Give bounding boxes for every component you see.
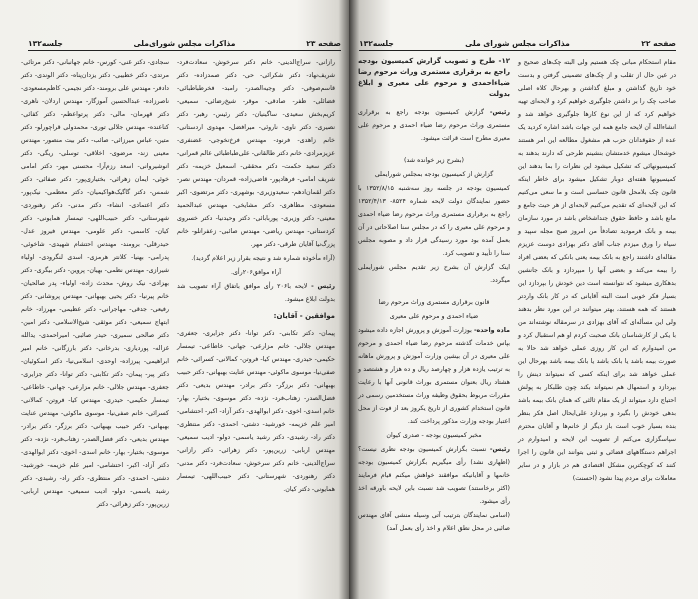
rapporteur: مخبر کمیسیون بودجه - صدری کیوان: [386, 432, 482, 439]
right-running-head: [359, 34, 676, 51]
left-column-left: [21, 56, 169, 512]
single-article: [358, 324, 510, 428]
report-title: گزارش از کمیسیون بودجه بمجلس شورایملی: [374, 171, 494, 178]
approvers-names-list: پیمان- دکتر تکابنی- دکتر توانا- دکتر جزایری- جعفری- مهندس جلالی- خانم مزارعی- جهانی- خاطاعی- تیمسار حکیمی- حیدری- مهندس کیا- فروتن- کمالانی- کسرائی- خانم صفی‌نیا- موسوی ماکوئی- مهندس عنایت بهبهانی- دکتر حبیب بهبهانی- دکتر برزگر- دکتر برادر- مهندس بدیعی- دکتر فضل‌الصدر- زهتاب‌فرد- نژده- دکتر موسوی- بختیار- بهار- خانم اسدی- اخوی- دکتر ابوالهدی- دکتر آزاد- اکبر- احتشامی- امیر علم خزیمه- خورشید- دشتی- احمدی- دکتر منتظری- دکتر راد- رشیدی- دکتر رشید یاسمی- دولو- ادیب سمیعی- مهندس اربابی- زرین‌پور- دکتر زهرائی- دکتر رازانی- سراج‌الدینی- خانم دکتر سرخوش- سعادت‌فرد- دکتر مدنی- دکتر رهنوردی- شهرستانی- دکتر حبیب‌اللهی- تیمسار همایونی- دکتر کیان.: [177, 330, 335, 493]
left-session-number: جلسه۱۳۲: [28, 39, 63, 48]
voter-names-continued: سجادی- دکتر غنی- کورس- خانم جهانبانی- دکتر مرتائی- مرتدی- دکتر خطیبی- دکتر یزدان‌پناه- دکتر الوندی- دکتر دادفر- مهندس علی برومند- دکتر نجیمی- کاظم‌مسعودی- ناصرزاده- عبدالحسین آموزگار- مهندس اردلان- ناهری- دکتر قهرمان- مالی- دکتر پرتواعظم- دکتر کفائی- کناعنده- مهندس جلالی توری- محمدولی قراچورلو- دکتر متین- عباس میرزائی- صائب- دکتر بیت منصور- مهندس معینی زند- مرضوی- اخلاقی- توسلی- ریگی- دکتر انوشیروانی- اسعد رزم‌آرا- محسنی مهر- دکتر امامی خوئی- ایمان زهرائی- بختیاری‌پور- دکتر صفائی- دکتر شمس- دکتر گاگیک‌هواکیمیان- دکتر معظمی- نیک‌پور- دکتر اعتمادی- انشاء- دکتر مدنی- دکتر رهنوردی- شهرستانی- دکتر حبیب‌اللهی- تیمسار همایونی- دکتر کیان- کاسمی- دکتر علومی- مهندس فیروز عدل- حیدرقلی- برومند- مهندس احتشام شهیدی- شاخوئی- پدرامی- بهنیا- کلانتر هرمزی- اسدی لنگرودی- اولیاء شیرازی- مهندس نظمی- بهیان- پروین- دکتر بیگری- دکتر بهزادی- نیک روش- محدث زاده- اولیاء- پدر صالحیان- خانم پیرنیا- دکتر یحیی بهبهانی- مهندس پروشانی- دکتر رفیعی- جدقی- مهاجرانی- دکتر عظیمی- مهرزاد- خانم ابتهاج سمیعی- دکتر موثقی- شیخ‌الاسلامی- دکتر امین- دکتر صالحی سمیری- حیدر صائبی- امیراحمدی- یدالله غزاله- پوردیاری- بدرخانی- دکتر بارزگانی- خانم امیر ابراهیمی- پیرزاده- اوحدی- اسلامی‌نیا- دکتر اسکوئیان- دکتر پیر- پیمان- دکتر تکابنی- دکتر توانا- دکتر جزایری- جعفری- مهندس جلالی- خانم مزارعی- جهانی- خاطاعی- تیمسار حکیمی- حیدری- مهندس کیا- فروتن- کمالانی- کسرائی- خانم صفی‌نیا- موسوی ماکوئی- مهندس عنایت بهبهانی- دکتر حبیب بهبهانی- دکتر برزگر- دکتر برادر- مهندس بدیعی- دکتر فضل‌الصدر- زهتاب‌فرد- نژده- دکتر موسوی- بختیار- بهار- خانم اسدی- اخوی- دکتر ابوالهدی- دکتر آزاد- اکبر- احتشامی- امیر علم خزیمه- خورشید- دشتی- احمدی- دکتر منتظری- دکتر راد- رشیدی- دکتر رشید یاسمی- دولو- ادیب سمیعی- مهندس اربابی- زرین‌پور- دکتر زهرائی- دکتر: [21, 59, 169, 508]
right-journal-title: مذاکرات مجلس شورای ملی: [465, 39, 570, 48]
right-session-number: جلسه۱۳۲: [359, 39, 394, 48]
speaker-text: گزارش کمیسیون بودجه راجع به برقراری مستمری وراث مرحوم رضا ضیاء احمدی و مرحوم علی معیری مطرح است قرائت میشود.: [358, 109, 510, 142]
right-column-right: [518, 56, 676, 486]
speaker-text: لایحه با۲۰۶ رأی موافق باتفاق آراء تصویب شد بدولت ابلاغ میشود.: [177, 283, 335, 303]
left-journal-title: مذاکرات مجلس شورای‌ملی: [133, 39, 236, 48]
article-text: بوزارت آموزش و پرورش اجازه داده میشود بپاس خدمات گذشته مرحوم رضا ضیاء احمدی و مرحوم علی معیری در آن بیشین وزارت آموزش و پرورش ماهانه به ترتیب یازده هزار و چهارصد ریال و ده هزار و هشتصد و هشتاد ریال بعنوان مستمری بوراث قانونی آنها با رعایت مقررات مربوط بحقوق وظیفه وراث مستخدمین رسمی در قانون استخدام کشوری از تاریخ یکروز بعد از فوت از محل اعتبار بودجه وزارت مذکور پرداخت کند.: [358, 327, 510, 425]
chair-statement: [358, 106, 510, 145]
speaker-label: رئیس-: [489, 109, 510, 116]
right-column-left: [358, 56, 510, 536]
roll-call-note: (اسامی نمایندگان بترتیب آتی وسیله منشی آقای مهندس صائبی در محل نطق اعلام و اخذ رأی بعمل آمد): [358, 512, 510, 532]
approvers-heading: موافقین - آقایان:: [273, 312, 335, 320]
votes-count: آراء موافق۲۰۶رأی.: [230, 269, 282, 276]
report-body: کمیسیون بودجه در جلسه روز سه‌شنبه ۱۳۵۲/۸/۱۵ با حضور نمایندگان دولت لایحه شماره ۸۵۲۴- ۱۳۵۲/۴/۱۳ راجع به برقراری مستمری وراث مرحوم رضا ضیاء احمدی و مرحوم علی معیری را که در مجلس سنا اصلاحاتی در آن بعمل آمده بود مورد رسیدگی قرار داد و مصوبه مجلس سنا را تأیید و تصویب کرد.: [358, 185, 511, 257]
read-note: (بشرح زیر خوانده شد): [404, 157, 464, 164]
law-title-line-2: ضیاء احمدی و مرحوم علی معیری: [389, 313, 479, 320]
left-page-number: صفحه ۲۳: [306, 39, 341, 48]
chair-statement: [177, 280, 335, 306]
right-page-number: صفحه ۲۲: [641, 39, 676, 48]
speaker-label: رئیس-: [489, 446, 510, 453]
right-page: [349, 0, 698, 599]
speaker-text: نسبت بگزارش کمیسیون بودجه نظری نیست؟ (اظهاری نشد) رأی میگیریم بگزارش کمیسیون بودجه خانمها و آقایانیکه موافقند خواهش میکنم قیام فرمایند (اکثر برخاستند) تصویب شد نسبت باین لایحه باورقه اخذ رأی میشود.: [358, 446, 510, 505]
law-title-line-1: قانون برقراری مستمری وراث مرحوم رضا: [378, 299, 490, 306]
left-running-head: [28, 34, 341, 51]
article-label: ماده واحده-: [473, 327, 510, 334]
agenda-item-heading: ۱۲- طرح و تصویب گزارش کمیسیون بودجه راجع به برقراری مستمری وراث مرحوم رضا ضیاءاحمدی و مرحوم علی معیری و ابلاغ بدولت: [358, 57, 510, 98]
speaker-label: رئیس -: [311, 283, 335, 290]
voter-names-list: رازانی- سراج‌الدینی- خانم دکتر سرخوش- سعادت‌فرد- شریف‌نهاد- دکتر شکرائی- حی- دکتر صمدزاده- دکتر قاسم‌صوفی- دکتر وجیه‌الصدر- رامبد- فخرطباطبائی- فضائلی- ظفر- صادقی- موقر- شیخ‌رضائی- سمیعی- کریم‌بخش سعیدی- ساگینیان- دکتر رئیس- رهبر- دکتر نصیری- دکتر ناوی- ناروئی- میرافضل- مهدوی اردستانی- خانم زاهدی- فرنود- مهندس فرخ‌نخوجی- غضنفری- عزیزمرادی- خانم دکتر طالقانی- علی‌طباطبائی عالم قمرانی- دکتر سعید حکمت- دکتر محققی- اسمعیل خزیمه- دکتر شریف امامی- فرهادپور- قاضی‌زاده- قمردان- مهندس نصر- دکتر لقمان‌ادهم- سعیدوزیری- بوشهری- دکتر مرتضوی- اکبر مسعودی- مظاهری- دکتر مشایخی- مهندس عبدالحمید معینی- دکتر وزیری- پوربابائی- دکتر وحیدنیا- دکتر خسروی کردستانی- مهندس ریاضی- مهندس صائبی- زعفرانلو- خانم پزرگ‌نیا آقایان طرقی- دکتر مهر.: [177, 59, 335, 248]
votes-taken-note: (آراء مأخوذه شماره شد و نتیجه بقرار زیر اعلام گردید).: [191, 255, 335, 262]
report-submission: اینک گزارش آن بشرح زیر تقدیم مجلس شورایملی میگردد.: [358, 264, 510, 284]
left-column-right: [177, 56, 335, 497]
chair-vote-statement: [358, 443, 510, 508]
minister-speech: مقام استحکام مبانی چک هستیم ولی البته چک‌های صحیح و در عین حال از تقلب و از چک‌های تضمینی گرفتن و بدست خود تاریخ گذاشتن و مبلغ گذاشتن و بهرحال کلاه اصلی صاحب چک را بر داشتن جلوگیری خواهیم کرد و لایحه‌ای تهیه خواهیم کرد که از این نوع کارها جلوگیری خواهد شد و انشاءالله آن لایحه جامع همه این جهات باشد اشاره کردید یک عده از حقوقدانان حزب هم مشغول مطالعه این امر هستند خوشحال میشوم خدمتشان بنشینم طرحی که دارند بدهند به کمیسیونهائی که تشکیل میشود این نظرات را بما بدهند این کمیسیونها هفته‌ای دوبار تشکیل میشود برای خاطر اینکه قانون چک بلامحل قانون حساسی است و ما سعی می‌کنیم که این لایحه‌ای که تقدیم می‌کنیم لایحه‌ای از هر حیث جامع و مانع باشد و حافظ حقوق جنداشخاص باشد در مورد سازمان بیمه و بانک فرمودید تصادفاً من امروز صبح مجله سپید و سیاه را ورق میزدم جناب آقای دکتر بهزادی دوست عزیزم مقاله‌ای داشتند راجع به بانک بیمه یعنی بانکی که بعضی افراد را بیمه می‌کند و بعضی آنها را میپردازد و بانک جانشین بدهکاری میشود که نتوانسته است دین خودش را بپردازد این بسیار فکر خوبی است البته آقایانی که در کار بانک واردتر هستند که همه هستند، بهتر میتوانند در این مورد نظر بدهند ولی این مسأله‌ای که آقای بهزادی در سرمقاله نوشته‌اند من با یکی از کارشناسان بانک صحبت کردم او هم استقبال کرد و من امیدوارم که این کار روزی عملی خواهد شد حالا به صورت بیمه باشد یا بانک باشد یا بانک بیمه باشد بهرحال این عملی خواهد شد برای اینکه کسی که نمیتواند دینش را بپردازد و استمهال هم نمیتواند بکند چون طلبکار به پولش احتیاج دارد میتواند از یک مقام ثالثی که همان بانک بیمه باشد بدهی خودش را بگیرد و بپردازد علی‌ایحال اصل فکر بنظر بنده بسیار خوب است باز دیگر از خانم‌ها و آقایان محترم سپاسگزاری می‌کنم از تصویب این لایحه و امیدوارم در اجراهم دستگاههای قضائی و ثبتی بتوانند این قانون را اجرا کنند که کوچکترین مشکل اقتصادی هم در بازار و در سایر معاملات برای مردم پیدا نشود (احسنت): [518, 59, 676, 482]
